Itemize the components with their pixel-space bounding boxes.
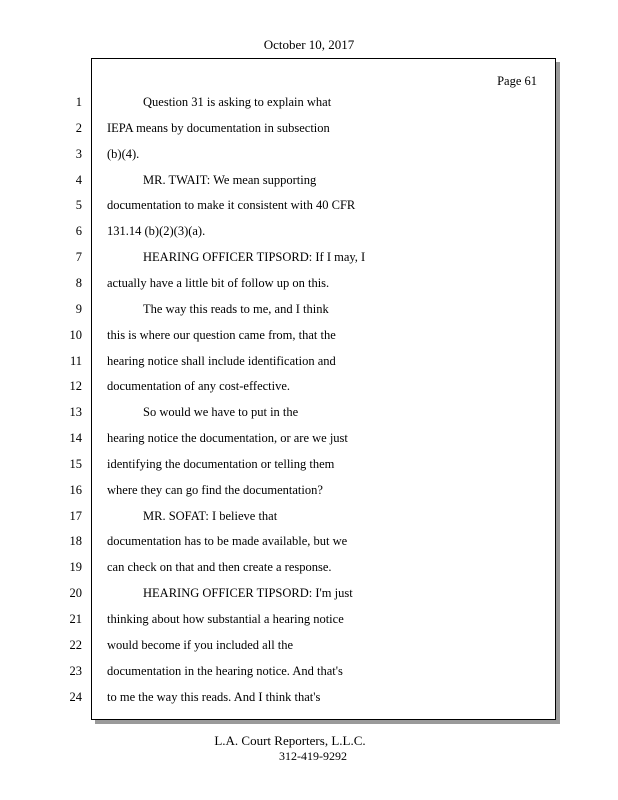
- line-text: identifying the documentation or telling them: [107, 456, 335, 471]
- transcript-line: [0, 195, 618, 215]
- line-text: documentation to make it consistent with 40 CFR: [107, 198, 356, 213]
- transcript-line: [0, 609, 618, 629]
- line-text: can check on that and then create a response.: [107, 560, 332, 575]
- transcript-line: [0, 506, 618, 526]
- transcript-line: [0, 221, 618, 241]
- footer-phone: 312-419-9292: [279, 749, 347, 763]
- transcript-line: [0, 118, 618, 138]
- transcript-line: [0, 402, 618, 422]
- line-text: MR. SOFAT: I believe that: [143, 508, 278, 523]
- line-number: 1: [75, 95, 82, 109]
- line-number: 6: [75, 224, 82, 239]
- line-text: 131.14 (b)(2)(3)(a).: [107, 224, 206, 239]
- line-number: 17: [69, 508, 82, 523]
- transcript-line: [0, 687, 618, 707]
- transcript-line: [0, 92, 618, 112]
- line-number: 22: [69, 637, 82, 652]
- line-number: 11: [69, 353, 82, 368]
- transcript-line: [0, 273, 618, 293]
- line-number: 9: [75, 301, 82, 316]
- transcript-line: [0, 299, 618, 319]
- transcript-line: [0, 170, 618, 190]
- line-text: documentation has to be made available, but we: [107, 534, 348, 549]
- line-number: 23: [69, 663, 82, 678]
- transcript-line: [0, 661, 618, 681]
- line-number: 4: [75, 172, 82, 187]
- transcript-line: [0, 376, 618, 396]
- line-number: 2: [75, 120, 82, 135]
- line-text: hearing notice the documentation, or are we just: [107, 431, 348, 446]
- line-number: 5: [75, 198, 82, 213]
- line-number: 8: [75, 275, 82, 290]
- line-text: thinking about how substantial a hearing notice: [107, 612, 344, 626]
- line-text: hearing notice shall include identification and: [107, 353, 336, 368]
- page-number: Page 61: [497, 74, 537, 88]
- line-text: HEARING OFFICER TIPSORD: If I may, I: [143, 250, 366, 265]
- transcript-line: [0, 635, 618, 655]
- line-number: 24: [69, 689, 82, 704]
- transcript-line: [0, 557, 618, 577]
- line-number: 16: [69, 482, 82, 497]
- line-number: 7: [75, 250, 82, 265]
- transcript-line: [0, 144, 618, 164]
- line-text: documentation of any cost-effective.: [107, 379, 291, 394]
- line-text: where they can go find the documentation?: [107, 482, 323, 497]
- line-number: 13: [69, 405, 82, 420]
- line-number: 12: [69, 379, 82, 394]
- line-number: 15: [69, 456, 82, 471]
- line-text: documentation in the hearing notice. And that's: [107, 663, 343, 678]
- line-text: HEARING OFFICER TIPSORD: I'm just: [143, 586, 353, 601]
- line-text: MR. TWAIT: We mean supporting: [143, 172, 317, 187]
- transcript-line: [0, 325, 618, 345]
- line-text: this is where our question came from, that the: [107, 327, 336, 342]
- line-text: Question 31 is asking to explain what: [143, 95, 332, 109]
- transcript-line: [0, 583, 618, 603]
- line-number: 14: [69, 431, 82, 446]
- transcript-line: [0, 247, 618, 267]
- transcript-line: [0, 351, 618, 371]
- line-text: The way this reads to me, and I think: [143, 301, 329, 316]
- footer-company: L.A. Court Reporters, L.L.C.: [214, 733, 366, 748]
- transcript-line: [0, 480, 618, 500]
- line-text: would become if you included all the: [107, 637, 294, 652]
- line-number: 18: [69, 534, 82, 549]
- transcript-line: [0, 531, 618, 551]
- line-text: actually have a little bit of follow up on this.: [107, 275, 330, 290]
- line-number: 3: [75, 146, 82, 161]
- line-number: 19: [69, 560, 82, 575]
- line-text: to me the way this reads. And I think that's: [107, 689, 321, 704]
- line-number: 21: [69, 612, 82, 626]
- line-text: (b)(4).: [107, 146, 140, 161]
- line-text: So would we have to put in the: [143, 405, 299, 420]
- line-text: IEPA means by documentation in subsection: [107, 120, 330, 135]
- line-number: 10: [69, 327, 82, 342]
- transcript-date: October 10, 2017: [263, 37, 355, 52]
- transcript-line: [0, 454, 618, 474]
- transcript-line: [0, 428, 618, 448]
- line-number: 20: [69, 586, 82, 601]
